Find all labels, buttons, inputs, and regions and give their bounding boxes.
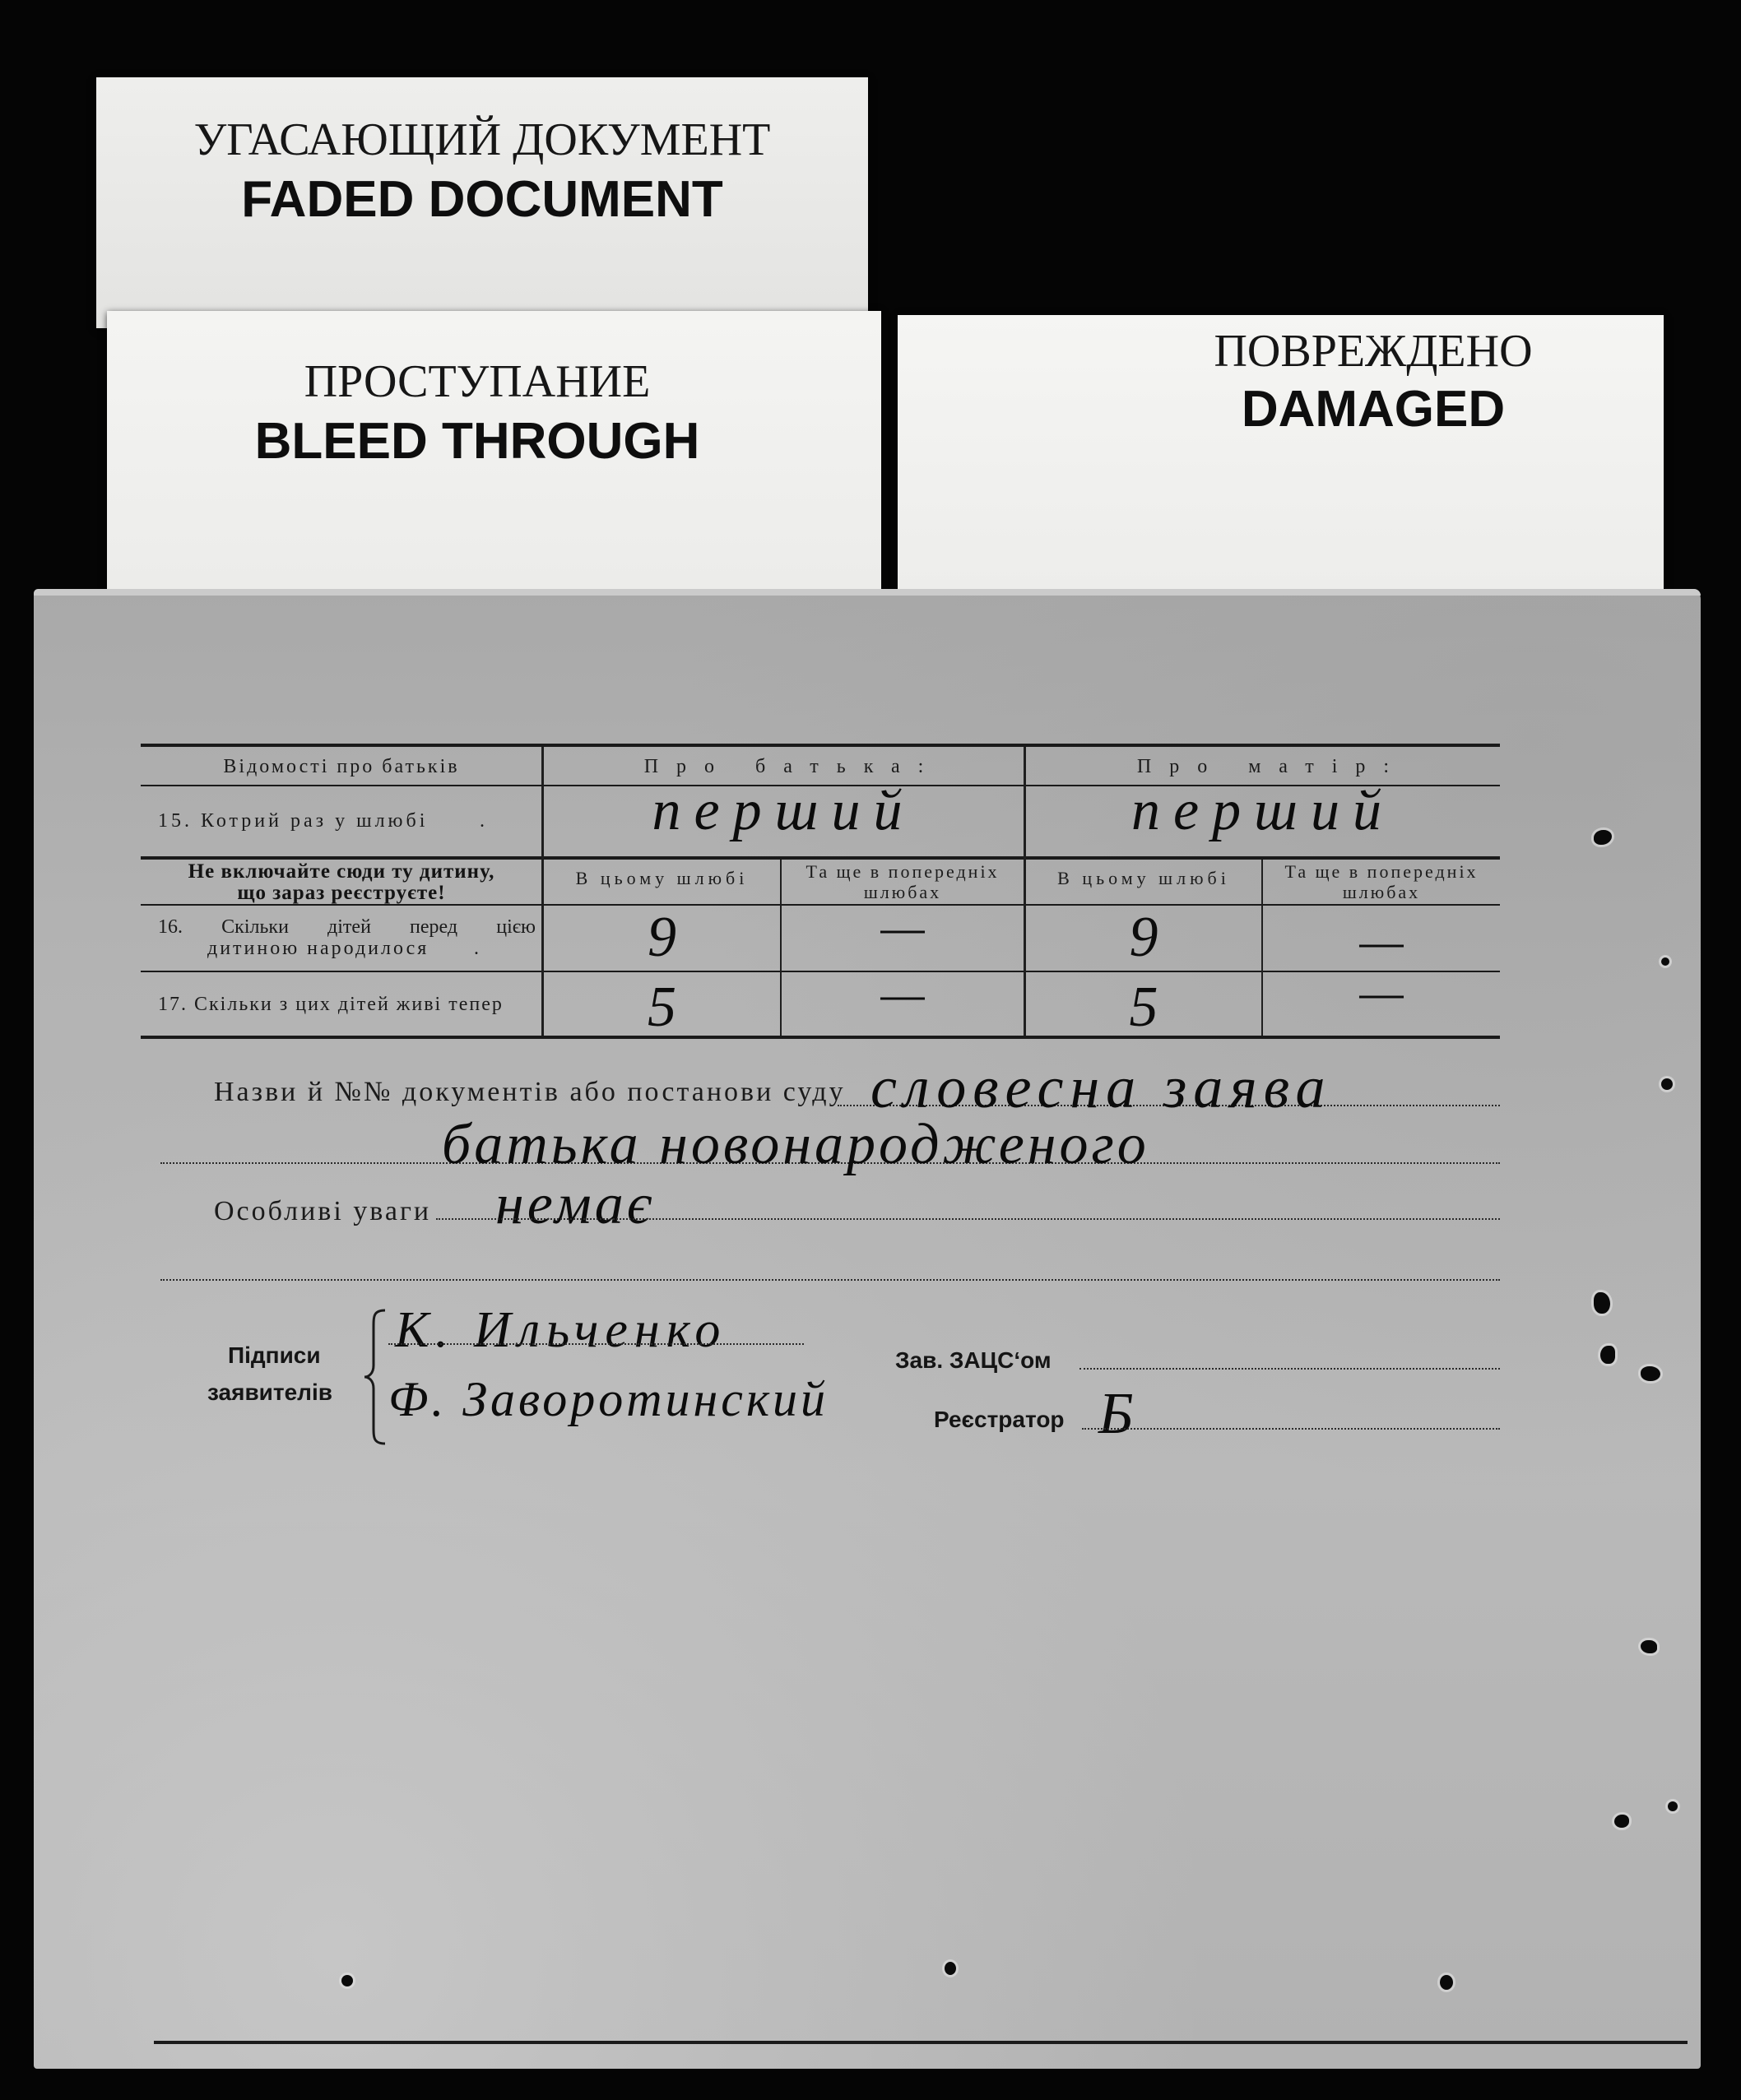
bleed-through-card: [107, 311, 881, 589]
damage-mark: [341, 1975, 353, 1986]
dotted-line: [160, 1279, 1500, 1281]
bleed-through-label-ru: ПРОСТУПАНИЕ: [304, 356, 651, 407]
row16-mother-this: 9: [1129, 906, 1158, 969]
parents-table: [141, 744, 1500, 1040]
row15-father-entry: перший: [652, 779, 916, 842]
mother-previous-header-line-1: Та ще в попередніх: [1284, 861, 1479, 882]
damage-mark: [1668, 1801, 1678, 1811]
row17-mother-this: 5: [1129, 976, 1158, 1039]
damage-mark: [1614, 1815, 1629, 1828]
header-parents-info: Відомості про батьків: [223, 756, 460, 777]
applicant-signature-1: К. Ильченко: [395, 1302, 727, 1358]
damage-mark: [1641, 1366, 1660, 1381]
notes-label: Особливі уваги: [214, 1196, 432, 1226]
page-top-edge: [34, 589, 1701, 596]
registrar-signature: Б: [1098, 1380, 1134, 1446]
brace-icon: [362, 1308, 388, 1446]
registry-head-label: Зав. ЗАЦС‘ом: [895, 1347, 1052, 1373]
documents-value-line-2: батька новонародженого: [442, 1113, 1149, 1176]
bottom-rule: [154, 2041, 1688, 2044]
mother-this-marriage-header: В цьому шлюбі: [1057, 868, 1230, 888]
father-this-marriage-header: В цьому шлюбі: [575, 868, 749, 888]
dotted-line: [388, 1343, 804, 1345]
row15-leader: .: [480, 810, 485, 832]
note-line-2: що зараз реєструєте!: [237, 882, 446, 904]
notes-value: немає: [495, 1173, 656, 1236]
row15-mother-entry: перший: [1131, 779, 1395, 842]
row16-father-previous: —: [880, 900, 925, 954]
table-rule: [141, 744, 1500, 747]
row16-label-line-2: дитиною народилося: [207, 938, 429, 959]
signatures-label-line-2: заявителів: [207, 1379, 332, 1405]
signatures-label-line-1: Підписи: [228, 1342, 321, 1368]
row16-mother-previous: —: [1359, 914, 1404, 968]
damage-mark: [1661, 1078, 1673, 1090]
documents-label: Назви й №№ документів або постанови суду: [214, 1077, 846, 1107]
damage-mark: [1661, 957, 1669, 966]
row17-label: 17. Скільки з цих дітей живі тепер: [158, 994, 504, 1015]
mother-previous-header-line-2: шлюбах: [1342, 882, 1421, 902]
row17-mother-previous: —: [1359, 965, 1404, 1019]
applicant-signature-2: Ф. Заворотинский: [388, 1372, 829, 1426]
row17-father-this: 5: [648, 976, 676, 1039]
row17-father-previous: —: [880, 967, 925, 1021]
damage-mark: [1641, 1640, 1657, 1653]
damage-mark: [1440, 1975, 1453, 1990]
table-rule: [141, 1036, 1500, 1039]
dotted-line: [1079, 1368, 1500, 1370]
row16-leader: .: [474, 938, 479, 959]
header-about-father: Про батька:: [643, 756, 942, 777]
row16-father-this: 9: [648, 906, 676, 969]
row15-label: 15. Котрий раз у шлюбі: [158, 810, 429, 832]
damaged-label-en: DAMAGED: [1241, 381, 1506, 438]
father-previous-header-line-1: Та ще в попередніх: [806, 861, 1000, 882]
damaged-card: [898, 315, 1664, 589]
registrar-label: Реєстратор: [934, 1407, 1065, 1432]
header-about-mother: Про матір:: [1136, 756, 1408, 777]
row16-label-line-1: 16. Скільки дітей перед цією: [158, 916, 536, 938]
faded-document-card: [96, 77, 868, 328]
faded-label-en: FADED DOCUMENT: [241, 171, 723, 228]
bleed-through-label-en: BLEED THROUGH: [254, 413, 700, 470]
damage-mark: [1594, 1292, 1610, 1314]
dotted-line: [1082, 1428, 1500, 1430]
note-line-1: Не включайте сюди ту дитину,: [188, 860, 495, 883]
damage-mark: [1594, 830, 1612, 845]
register-page: [34, 589, 1701, 2069]
damage-mark: [945, 1962, 956, 1975]
faded-label-ru: УГАСАЮЩИЙ ДОКУМЕНТ: [193, 114, 771, 165]
father-previous-header-line-2: шлюбах: [863, 882, 942, 902]
table-rule: [141, 856, 1500, 860]
documents-value-line-1: словесна заява: [870, 1055, 1332, 1120]
damage-mark: [1600, 1346, 1615, 1364]
damaged-label-ru: ПОВРЕЖДЕНО: [1214, 326, 1533, 377]
dotted-line: [436, 1218, 1500, 1220]
